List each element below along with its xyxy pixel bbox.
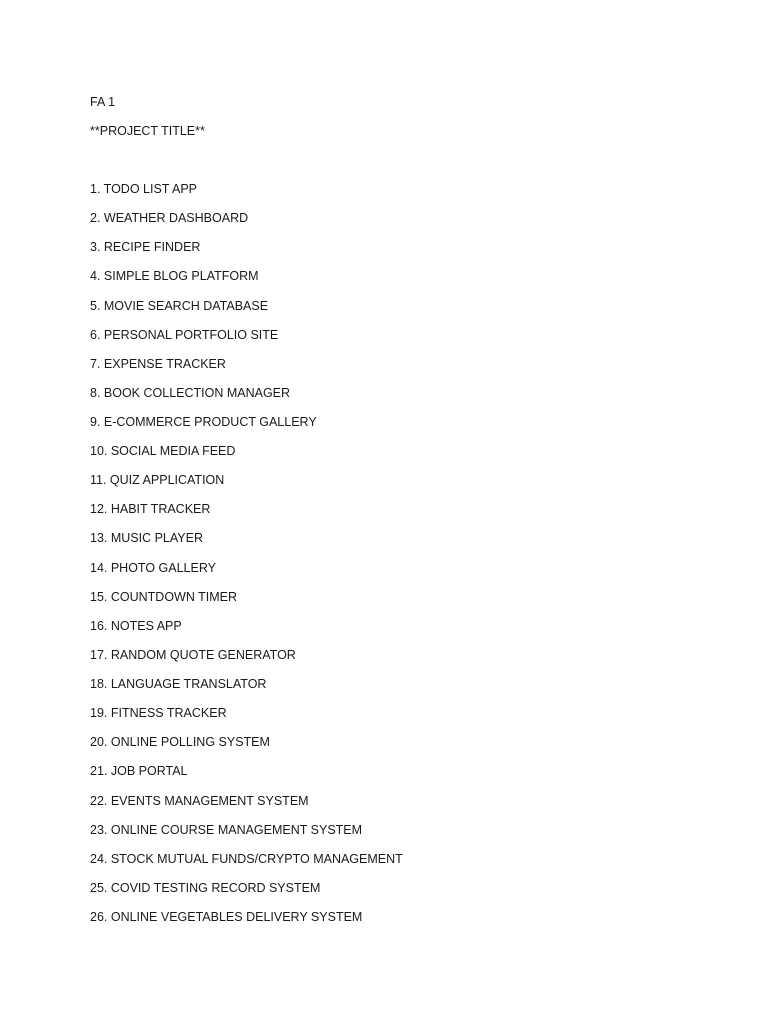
list-item: 12. HABIT TRACKER bbox=[90, 502, 211, 516]
list-item: 2. WEATHER DASHBOARD bbox=[90, 211, 249, 225]
list-item: 11. QUIZ APPLICATION bbox=[90, 473, 225, 487]
list-item: 21. JOB PORTAL bbox=[90, 764, 188, 778]
list-item: 13. MUSIC PLAYER bbox=[90, 531, 204, 545]
list-item: 10. SOCIAL MEDIA FEED bbox=[90, 444, 236, 458]
list-item: 25. COVID TESTING RECORD SYSTEM bbox=[90, 881, 321, 895]
list-item: 17. RANDOM QUOTE GENERATOR bbox=[90, 648, 296, 662]
list-item: 23. ONLINE COURSE MANAGEMENT SYSTEM bbox=[90, 823, 363, 837]
list-item: 24. STOCK MUTUAL FUNDS/CRYPTO MANAGEMENT bbox=[90, 852, 403, 866]
list-item: 7. EXPENSE TRACKER bbox=[90, 357, 226, 371]
list-item: 5. MOVIE SEARCH DATABASE bbox=[90, 299, 269, 313]
list-item: 18. LANGUAGE TRANSLATOR bbox=[90, 677, 267, 691]
list-item: 3. RECIPE FINDER bbox=[90, 240, 201, 254]
list-item: 22. EVENTS MANAGEMENT SYSTEM bbox=[90, 794, 309, 808]
list-item: 19. FITNESS TRACKER bbox=[90, 706, 227, 720]
project-title: **PROJECT TITLE** bbox=[90, 124, 205, 138]
list-item: 6. PERSONAL PORTFOLIO SITE bbox=[90, 328, 279, 342]
list-item: 20. ONLINE POLLING SYSTEM bbox=[90, 735, 270, 749]
list-item: 14. PHOTO GALLERY bbox=[90, 561, 216, 575]
list-item: 8. BOOK COLLECTION MANAGER bbox=[90, 386, 291, 400]
list-item: 16. NOTES APP bbox=[90, 619, 182, 633]
list-item: 1. TODO LIST APP bbox=[90, 182, 197, 196]
list-item: 9. E-COMMERCE PRODUCT GALLERY bbox=[90, 415, 317, 429]
list-item: 4. SIMPLE BLOG PLATFORM bbox=[90, 269, 259, 283]
list-item: 26. ONLINE VEGETABLES DELIVERY SYSTEM bbox=[90, 910, 363, 924]
document-heading: FA 1 bbox=[90, 95, 116, 109]
list-item: 15. COUNTDOWN TIMER bbox=[90, 590, 237, 604]
